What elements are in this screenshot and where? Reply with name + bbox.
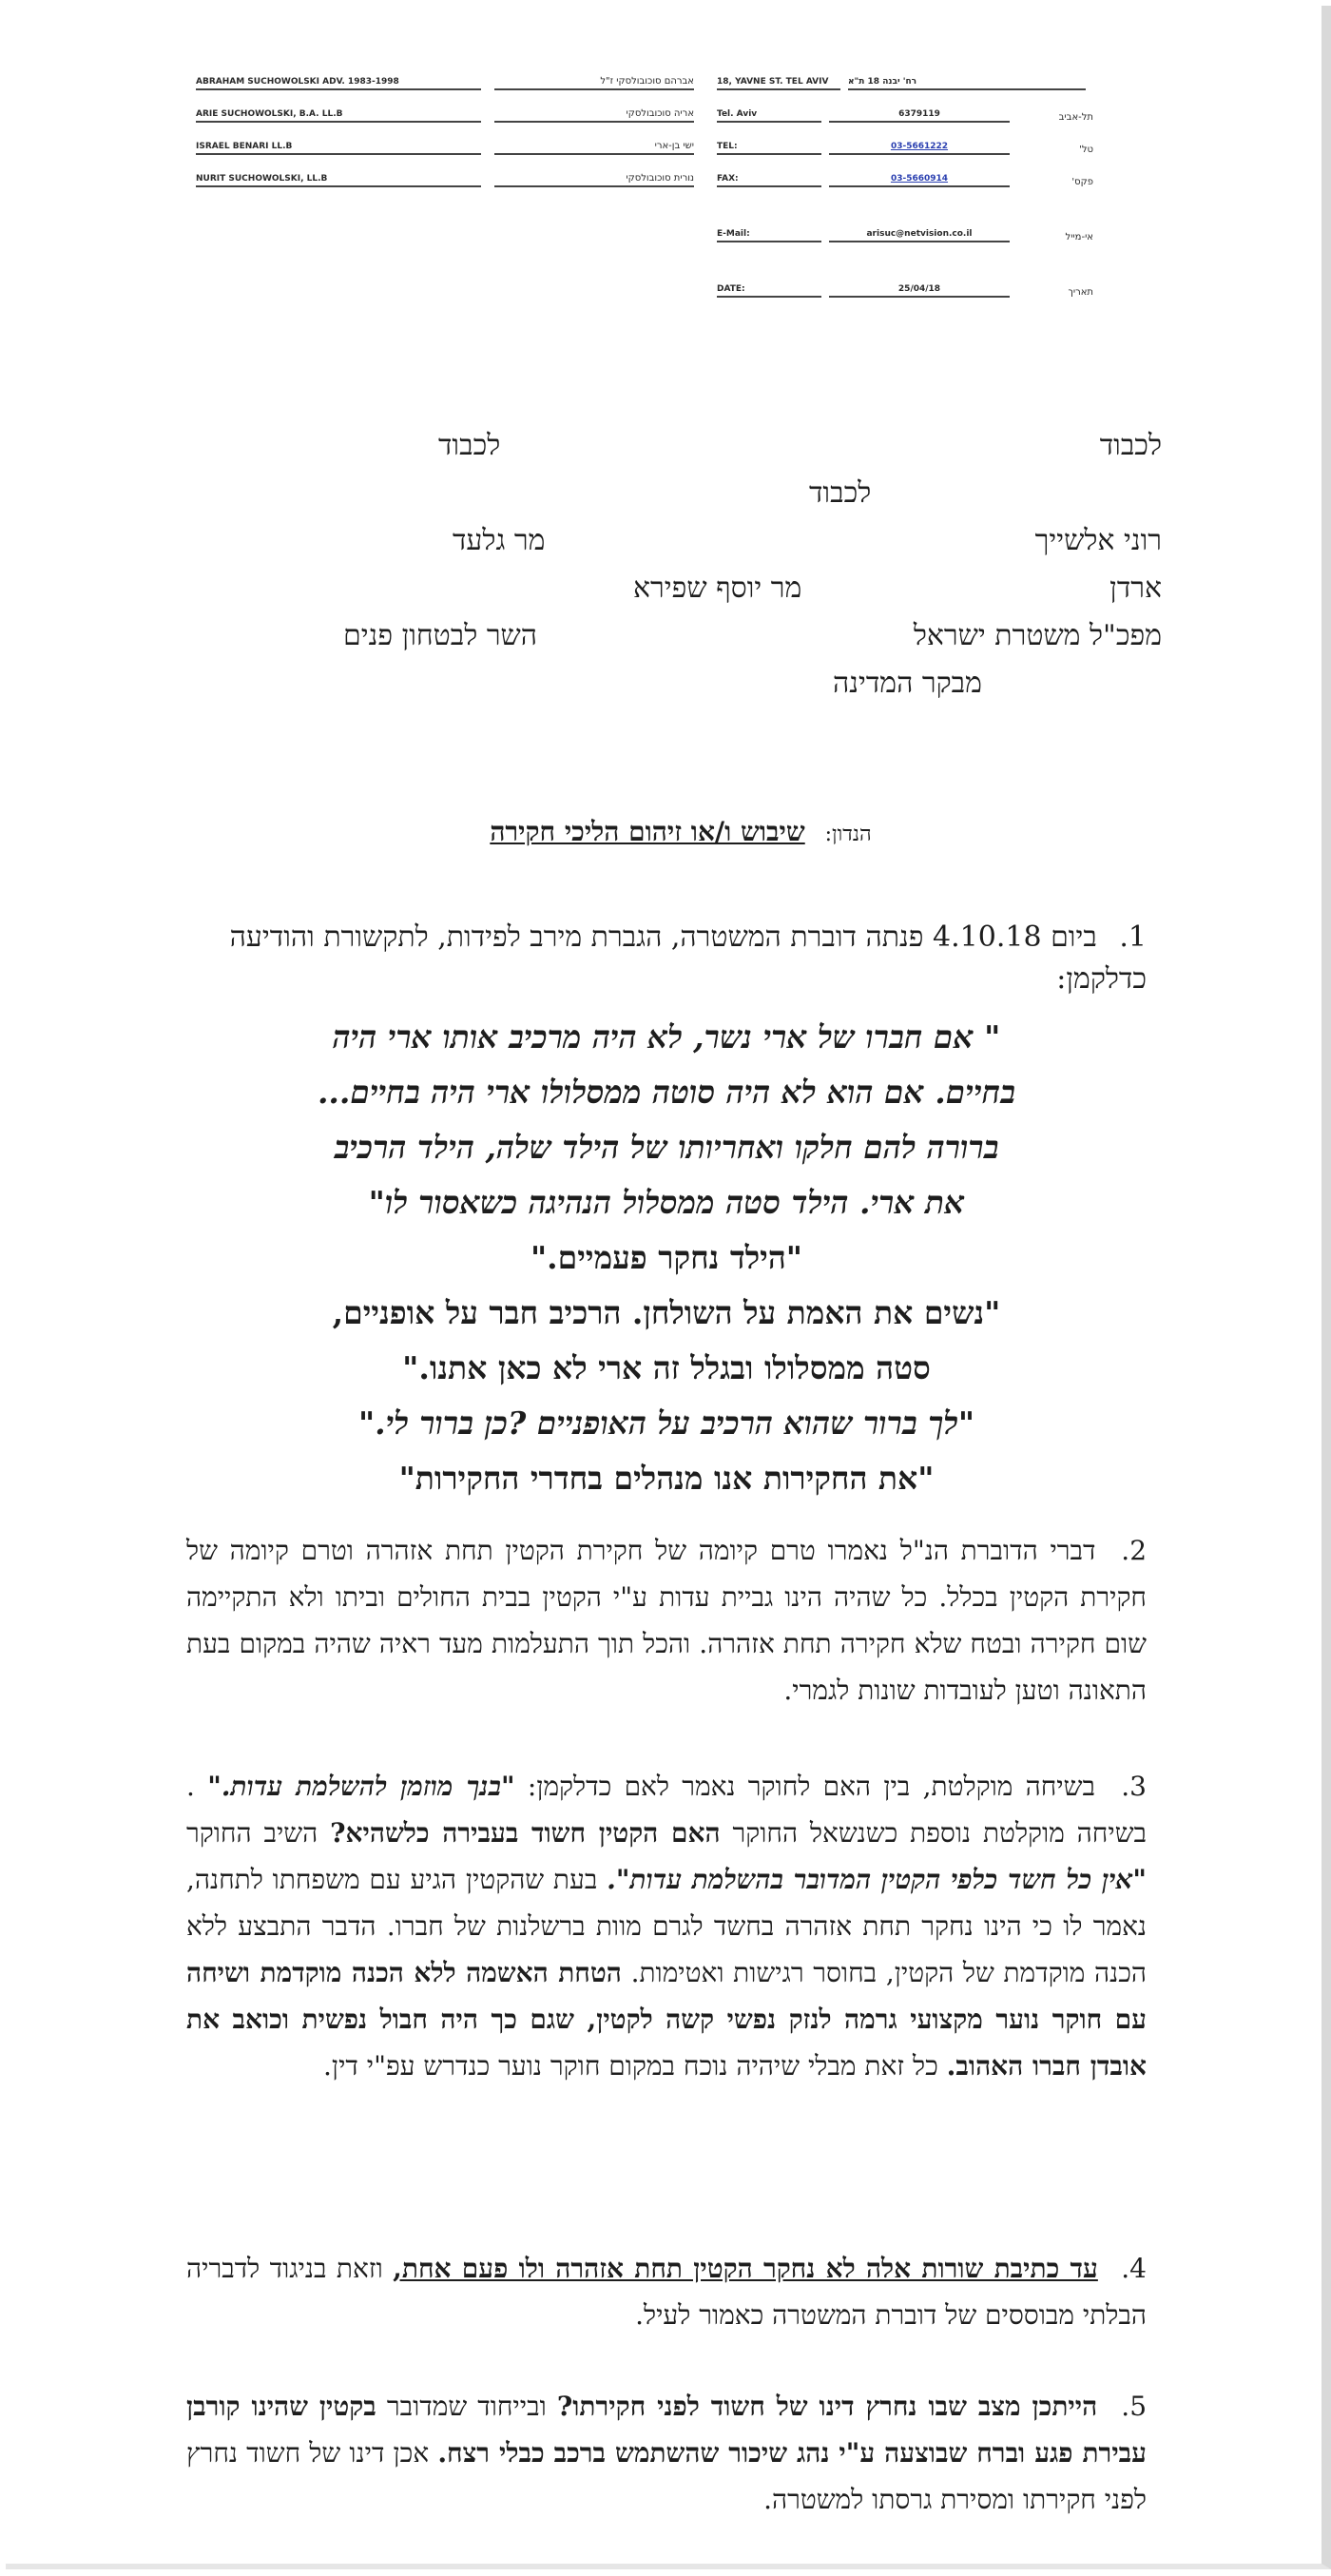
addressee-title: מפכ"ל משטרת ישראל — [913, 619, 1162, 652]
paragraph-text: בשיחה מוקלטת, בין האם לחוקר נאמר לאם כדלקמן: — [527, 1771, 1095, 1802]
paragraph-text: השיב החוקר — [186, 1817, 318, 1849]
quote-line: "את החקירות אנו מנהלים בחדרי החקירות" — [398, 1460, 935, 1497]
paragraph-number: 4. — [1121, 2253, 1147, 2284]
quote-line: בחיים. אם הוא לא היה סוטה ממסלולו ארי היה בחיים... — [317, 1074, 1016, 1111]
paragraph-2 — [186, 1527, 1147, 1714]
paragraph-text: דברי הדוברת הנ"ל נאמרו טרם קיומה של חקירת הקטין תחת אזהרה וטרם קיומה של חקירת הקטין בכלל. כל שהיה הינו גביית עדות ע"י הקטין בבית החולים וביתו ולא התקיימה שום חקירה ובטח שלא חקירה תחת אזהרה. והכל תוך התעלמות מעד ראיה שהיה במקום בעת התאונה וטען לעובדות שונות לגמרי. — [186, 1535, 1147, 1706]
bold-text: האם הקטין חשוד בעבירה כלשהיא? — [330, 1817, 721, 1849]
contact-row — [717, 187, 1107, 242]
lawyer-name-he: נורית סוכובולסקי — [494, 173, 694, 187]
contact-row — [717, 90, 1107, 123]
contact-key: TEL: — [717, 142, 821, 155]
addressee-name: מר גלעד — [453, 524, 546, 557]
contact-row — [717, 242, 1107, 298]
contact-block — [717, 58, 1107, 298]
paragraph-1 — [186, 917, 1147, 1000]
paragraph-text: וזאת בניגוד לדבריה הבלתי מבוססים של דוברת המשטרה כאמור לעיל. — [186, 2253, 1147, 2331]
contact-key: FAX: — [717, 174, 821, 187]
address-he: רח' יבנה 18 ת"א — [848, 77, 1086, 90]
contact-row — [717, 155, 1107, 187]
quote-line: " אם חברו של ארי נשר, לא היה מרכיב אותו ארי היה — [332, 1018, 1001, 1056]
letterhead — [196, 58, 1109, 334]
quote-text: "אין כל חשד כלפי הקטין המדובר בהשלמת עדות". — [607, 1864, 1148, 1895]
contact-value: 6379119 — [829, 109, 1010, 123]
subject-label: הנדון: — [824, 823, 872, 846]
quote-line: "לך ברור שהוא הרכיב על האופניים ?כן ברור לי." — [357, 1404, 975, 1442]
lawyer-name-en: ISRAEL BENARI LL.B — [196, 142, 481, 155]
lawyers-list — [196, 58, 709, 187]
contact-key: DATE: — [717, 284, 821, 298]
bold-text: הייתכן מצב שבו נחרץ דינו של חשוד לפני חקירתו? — [556, 2391, 1098, 2422]
lawyer-name-en: ABRAHAM SUCHOWOLSKI ADV. 1983-1998 — [196, 77, 481, 90]
contact-label-he: טל' — [1079, 145, 1093, 155]
lechvod-2: לכבוד — [438, 429, 501, 462]
spokesperson-quote — [186, 1010, 1147, 1506]
contact-label-he: תאריך — [1068, 287, 1093, 298]
contact-key: Tel. Aviv — [717, 109, 821, 123]
contact-label-he: פקס' — [1071, 177, 1093, 187]
quote-line: את ארי. הילד סטה ממסלול הנהיגה כשאסור לו" — [368, 1184, 965, 1221]
bold-text: עד כתיבת שורות אלה לא נחקר הקטין תחת אזהרה ולו פעם אחת, — [393, 2253, 1098, 2284]
quote-line: סטה ממסלולו ובגלל זה ארי לא כאן אתנו." — [402, 1349, 931, 1386]
addressee-title: השר לבטחון פנים — [343, 619, 538, 652]
paragraph-text: כל זאת מבלי שיהיה נוכח במקום חוקר נוער כנדרש עפ"י דין. — [323, 2050, 938, 2082]
lawyer-row — [196, 58, 709, 90]
addressee-name: מר יוסף שפירא — [633, 571, 802, 605]
address-row — [717, 58, 1107, 90]
quote-line: "נשים את האמת על השולחן. הרכיב חבר על אופניים, — [332, 1294, 1001, 1331]
lechvod-3: לכבוד — [809, 476, 872, 510]
fax-link[interactable]: 03-5660914 — [829, 174, 1010, 187]
addressee-name: רוני אלשייך — [1034, 524, 1162, 557]
email-value: arisuc@netvision.co.il — [829, 229, 1010, 242]
lawyer-row — [196, 90, 709, 123]
bold-text: הטחת האשמה ללא הכנה מוקדמת ושיחה עם חוקר נוער מקצועי גרמה לנזק נפשי קשה לקטין, שגם כך היה חבול נפשית וכואב את אובדן חברו האהוב. — [186, 1957, 1147, 2082]
lechvod-1: לכבוד — [1099, 429, 1162, 462]
contact-label-he: תל-אביב — [1058, 112, 1093, 123]
lawyer-row — [196, 123, 709, 155]
contact-row — [717, 123, 1107, 155]
subject-line — [367, 816, 994, 848]
lawyer-name-he: אריה סוכובולסקי — [494, 108, 694, 123]
paragraph-4 — [186, 2245, 1147, 2338]
paragraph-text: בעת שהקטין הגיע עם משפחתו לתחנה, נאמר לו כי הינו נחקר תחת אזהרה בחשד לגרם מוות ברשלנות של חברו. הדבר התבצע ללא הכנה מוקדמת של הקטין, בחוסר רגישות ואטימות. — [186, 1864, 1147, 1988]
bold-text: בקטין שהינו קורבן עבירת פגע וברח שבוצעה ע"י נהג שיכור שהשתמש ברכב כבלי רצח. — [186, 2391, 1147, 2469]
paragraph-text: ביום 4.10.18 פנתה דוברת המשטרה, הגברת מירב לפידות, לתקשורת והודיעה כדלקמן: — [229, 920, 1147, 996]
letter-page — [6, 6, 1331, 2569]
paragraph-text: אכן דינו של חשוד נחרץ לפני חקירתו ומסירת גרסתו למשטרה. — [186, 2437, 1147, 2515]
quote-line: "הילד נחקר פעמיים." — [530, 1239, 802, 1276]
paragraph-5 — [186, 2383, 1147, 2523]
addressee-title: מבקר המדינה — [833, 667, 982, 700]
lawyer-row — [196, 155, 709, 187]
contact-label-he: אי-מייל — [1065, 232, 1093, 242]
quote-text: "בנך מוזמן להשלמת עדות." — [207, 1771, 515, 1802]
lawyer-name-he: ישי בן-ארי — [494, 141, 694, 155]
address-en: 18, YAVNE ST. TEL AVIV — [717, 77, 840, 90]
paragraph-3 — [186, 1763, 1147, 2089]
contact-key: E-Mail: — [717, 229, 821, 242]
paragraph-number: 5. — [1121, 2391, 1148, 2422]
addressee-name: ארדן — [1109, 571, 1162, 605]
subject-title: שיבוש ו/או זיהום הליכי חקירה — [490, 816, 805, 847]
paragraph-text: ובייחוד שמדובר — [386, 2391, 547, 2422]
lawyer-name-en: ARIE SUCHOWOLSKI, B.A. LL.B — [196, 109, 481, 123]
paragraph-number: 3. — [1121, 1771, 1147, 1802]
date-value: 25/04/18 — [829, 284, 1010, 298]
phone-link[interactable]: 03-5661222 — [829, 142, 1010, 155]
quote-line: ברורה להם חלקו ואחריותו של הילד שלה, הילד הרכיב — [334, 1129, 999, 1166]
paragraph-number: 1. — [1119, 920, 1147, 954]
lawyer-name-he: אברהם סוכובולסקי ז"ל — [494, 76, 694, 90]
paragraph-text: . בשיחה מוקלטת נוספת כשנשאל החוקר — [186, 1771, 1148, 1849]
lawyer-name-en: NURIT SUCHOWOLSKI, LL.B — [196, 174, 481, 187]
paragraph-number: 2. — [1121, 1535, 1148, 1566]
